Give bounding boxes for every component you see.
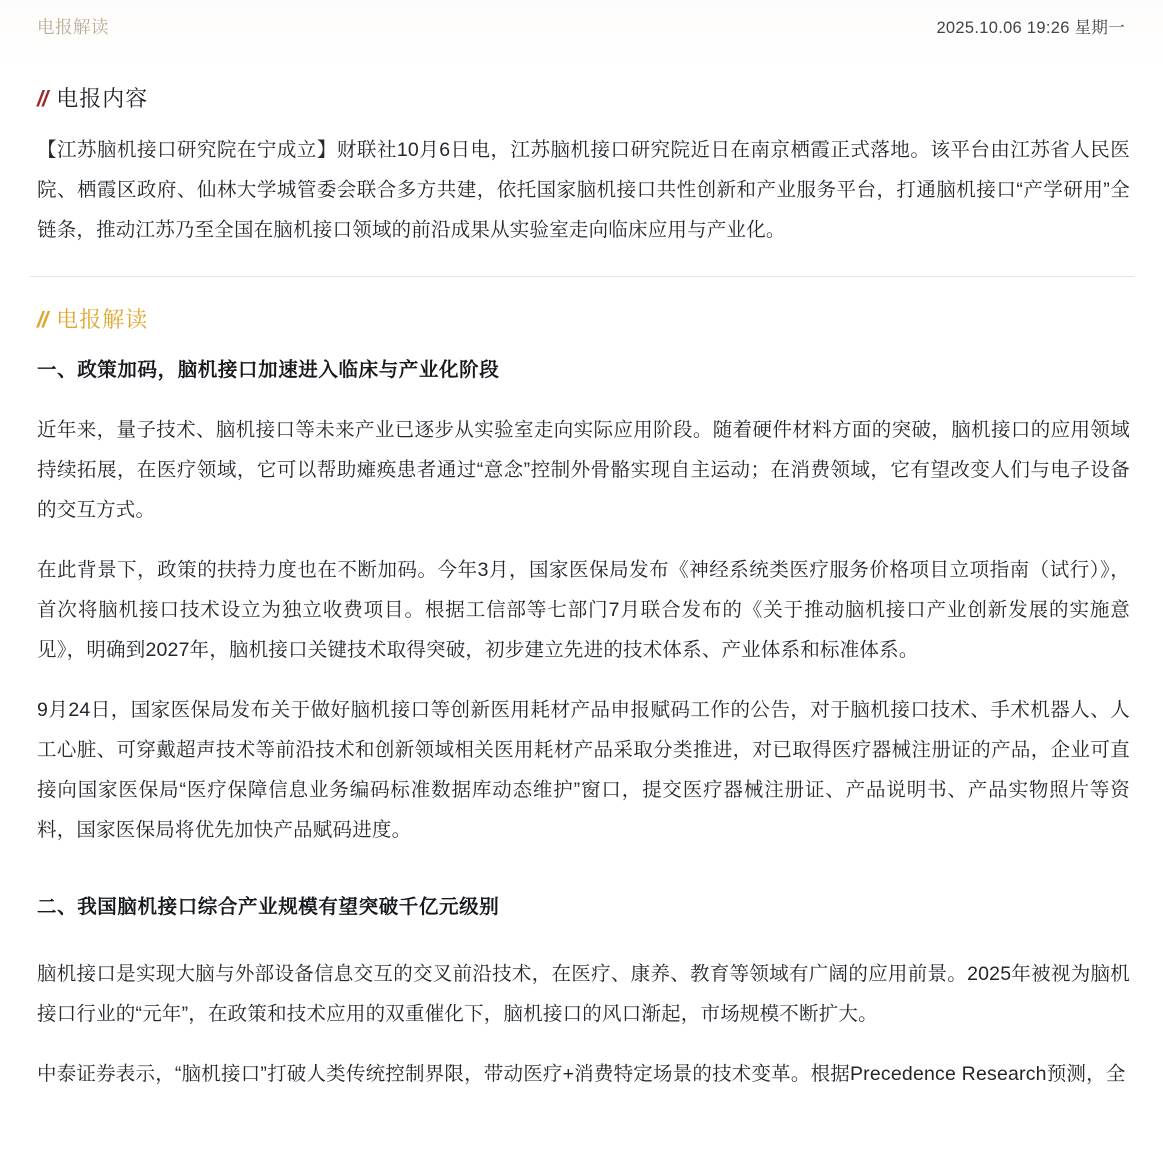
section-heading-analysis (30, 309, 1133, 331)
analysis-paragraph-1: 近年来，量子技术、脑机接口等未来产业已逐步从实验室走向实际应用阶段。随着硬件材料方面的突破，脑机接口的应用领域持续拓展，在医疗领域，它可以帮助瘫痪患者通过“意念”控制外骨骼实现自主运动；在消费领域，它有望改变人们与电子设备的交互方式。 (37, 419, 1130, 522)
slash-marker-icon: // (37, 86, 48, 111)
analysis-paragraph-2: 在此背景下，政策的扶持力度也在不断加码。今年3月，国家医保局发布《神经系统类医疗服务价格项目立项指南（试行）》，首次将脑机接口技术设立为独立收费项目。根据工信部等七部门7月联合发布的《关于推动脑机接口产业创新发展的实施意见》，明确到2027年，脑机接口关键技术取得突破，初步建立先进的技术体系、产业体系和标准体系。 (37, 559, 1130, 662)
publish-timestamp: 2025.10.06 19:26 星期一 (936, 18, 1125, 37)
analysis-subheading-1: 一、政策加码，脑机接口加速进入临床与产业化阶段 (37, 359, 500, 381)
analysis-body (30, 357, 1133, 1094)
analysis-subheading-2: 二、我国脑机接口综合产业规模有望突破千亿元级别 (37, 896, 500, 919)
analysis-paragraph-4: 脑机接口是实现大脑与外部设备信息交互的交叉前沿技术，在医疗、康养、教育等领域有广阔的应用前景。2025年被视为脑机接口行业的“元年”，在政策和技术应用的双重催化下，脑机接口的风口渐起，市场规模不断扩大。 (37, 962, 1130, 1025)
analysis-paragraph-5: 中泰证券表示，“脑机接口”打破人类传统控制界限，带动医疗+消费特定场景的技术变革。根据Precedence Research预测，全 (37, 1062, 1126, 1085)
top-bar (30, 0, 1133, 56)
category-tag[interactable]: 电报解读 (37, 17, 109, 38)
slash-marker-icon: // (37, 307, 48, 332)
section-divider (30, 276, 1134, 277)
telegram-content-paragraph: 【江苏脑机接口研究院在宁成立】财联社10月6日电，江苏脑机接口研究院近日在南京栖霞正式落地。该平台由江苏省人民医院、栖霞区政府、仙林大学城管委会联合多方共建，依托国家脑机接口共性创新和产业服务平台，打通脑机接口“产学研用”全链条，推动江苏乃至全国在脑机接口领域的前沿成果从实验室走向临床应用与产业化。 (37, 139, 1130, 241)
analysis-paragraph-3: 9月24日，国家医保局发布关于做好脑机接口等创新医用耗材产品申报赋码工作的公告，对于脑机接口技术、手术机器人、人工心脏、可穿戴超声技术等前沿技术和创新领域相关医用耗材产品采取分类推进，对已取得医疗器械注册证的产品，企业可直接向国家医保局“医疗保障信息业务编码标准数据库动态维护”窗口，提交医疗器械注册证、产品说明书、产品实物照片等资料，国家医保局将优先加快产品赋码进度。 (37, 699, 1130, 842)
section-heading-content (30, 88, 1133, 110)
section-heading-analysis-label: 电报解读 (56, 307, 149, 332)
section-heading-content-label: 电报内容 (56, 86, 149, 111)
